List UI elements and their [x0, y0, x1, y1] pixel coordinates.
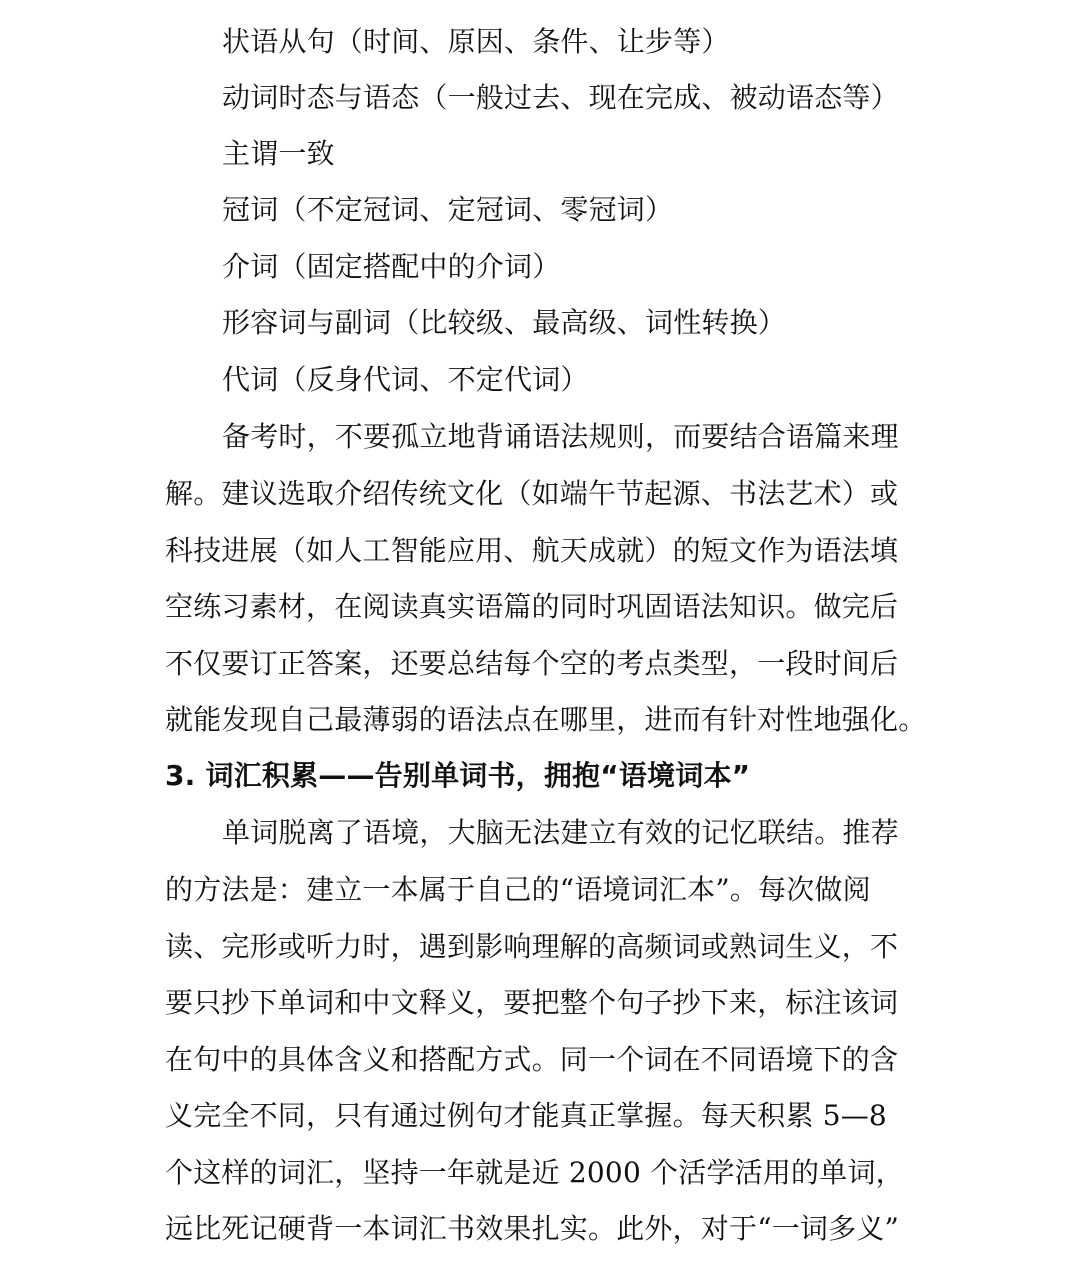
- list-item: 冠词（不定冠词、定冠词、零冠词）: [222, 193, 674, 226]
- paragraph-line: 的方法是：建立一本属于自己的“语境词汇本”。每次做阅: [165, 873, 871, 906]
- paragraph-line: 解。建议选取介绍传统文化（如端午节起源、书法艺术）或: [165, 477, 899, 510]
- list-item: 形容词与副词（比较级、最高级、词性转换）: [222, 306, 787, 339]
- list-item: 主谓一致: [222, 137, 335, 170]
- paragraph-line: 在句中的具体含义和搭配方式。同一个词在不同语境下的含: [165, 1043, 899, 1076]
- paragraph-line: 空练习素材，在阅读真实语篇的同时巩固语法知识。做完后: [165, 590, 899, 623]
- list-item: 状语从句（时间、原因、条件、让步等）: [222, 25, 730, 58]
- list-item: 代词（反身代词、不定代词）: [222, 363, 589, 396]
- list-item: 动词时态与语态（一般过去、现在完成、被动语态等）: [222, 81, 899, 114]
- paragraph-line: 读、完形或听力时，遇到影响理解的高频词或熟词生义，不: [165, 930, 899, 963]
- paragraph-line: 不仅要订正答案，还要总结每个空的考点类型，一段时间后: [165, 647, 899, 680]
- paragraph-line: 要只抄下单词和中文释义，要把整个句子抄下来，标注该词: [165, 986, 899, 1019]
- paragraph-line: 义完全不同，只有通过例句才能真正掌握。每天积累 5—8: [165, 1099, 887, 1132]
- paragraph-line: 远比死记硬背一本词汇书效果扎实。此外，对于“一词多义”: [165, 1212, 900, 1245]
- paragraph-line: 个这样的词汇，坚持一年就是近 2000 个活学活用的单词，: [165, 1156, 904, 1189]
- paragraph-line: 单词脱离了语境，大脑无法建立有效的记忆联结。推荐: [222, 816, 899, 849]
- list-item: 介词（固定搭配中的介词）: [222, 250, 561, 283]
- section-heading: 3. 词汇积累——告别单词书，拥抱“语境词本”: [165, 759, 751, 792]
- paragraph-line: 备考时，不要孤立地背诵语法规则，而要结合语篇来理: [222, 420, 899, 453]
- paragraph-line: 就能发现自己最薄弱的语法点在哪里，进而有针对性地强化。: [165, 703, 927, 736]
- paragraph-line: 科技进展（如人工智能应用、航天成就）的短文作为语法填: [165, 534, 899, 567]
